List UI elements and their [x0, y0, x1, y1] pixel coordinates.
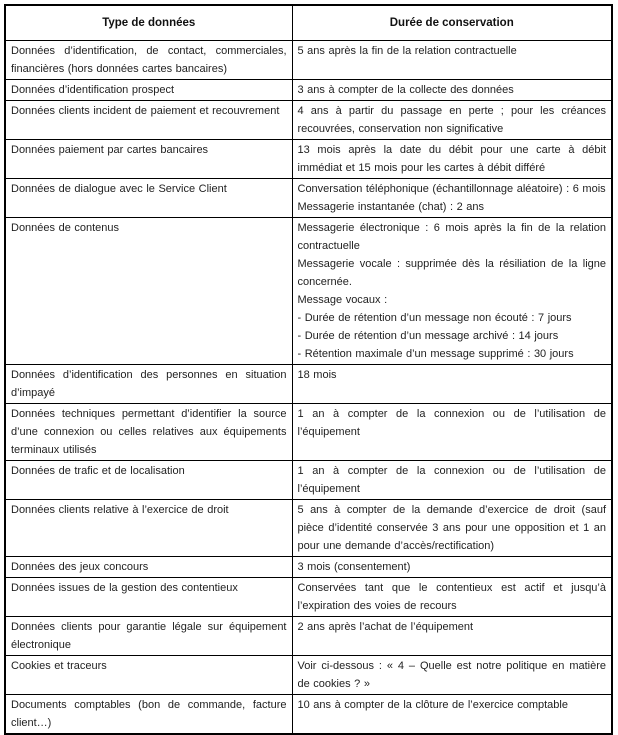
table-row: [5, 461, 612, 500]
cell-paragraph: Données d’identification, de contact, commerciales, financières (hors données cartes bancaires): [11, 45, 287, 75]
duration-cell: [292, 80, 612, 101]
duration-cell: [292, 41, 612, 80]
cell-paragraph: Données clients relative à l’exercice de droit: [11, 504, 229, 516]
cell-paragraph: Messagerie instantanée (chat) : 2 ans: [297, 201, 485, 213]
table-row: [5, 218, 612, 365]
cell-paragraph: 4 ans à partir du passage en perte ; pour les créances recouvrées, conservation non significative: [297, 105, 606, 135]
column-header-type: Type de données: [5, 5, 292, 41]
cell-paragraph: 18 mois: [297, 369, 337, 381]
table-row: [5, 500, 612, 557]
cell-paragraph: - Durée de rétention d’un message non écouté : 7 jours: [297, 312, 572, 324]
cell-paragraph: Message vocaux :: [297, 294, 388, 306]
table-row: [5, 41, 612, 80]
cell-paragraph: Données des jeux concours: [11, 561, 149, 573]
cell-paragraph: Messagerie électronique : 6 mois après la fin de la relation contractuelle: [297, 222, 606, 252]
cell-paragraph: - Durée de rétention d’un message archivé : 14 jours: [297, 330, 559, 342]
cell-paragraph: 1 an à compter de la connexion ou de l’utilisation de l’équipement: [297, 465, 606, 495]
type-cell: [5, 101, 292, 140]
type-cell: [5, 140, 292, 179]
type-cell: [5, 500, 292, 557]
column-header-duration: Durée de conservation: [292, 5, 612, 41]
table-row: [5, 179, 612, 218]
duration-cell: [292, 218, 612, 365]
type-cell: [5, 365, 292, 404]
table-row: [5, 656, 612, 695]
cell-paragraph: 3 ans à compter de la collecte des données: [297, 84, 514, 96]
cell-paragraph: 1 an à compter de la connexion ou de l’utilisation de l’équipement: [297, 408, 606, 438]
cell-paragraph: Données d’identification prospect: [11, 84, 175, 96]
cell-paragraph: 5 ans après la fin de la relation contractuelle: [297, 45, 517, 57]
duration-cell: [292, 404, 612, 461]
duration-cell: [292, 101, 612, 140]
table-row: [5, 140, 612, 179]
cell-paragraph: Données clients incident de paiement et recouvrement: [11, 105, 280, 117]
duration-cell: [292, 695, 612, 735]
cell-paragraph: Messagerie vocale : supprimée dès la résiliation de la ligne concernée.: [297, 258, 606, 288]
duration-cell: [292, 365, 612, 404]
cell-paragraph: Données techniques permettant d’identifier la source d’une connexion ou celles relatives aux équipements terminaux utilisés: [11, 408, 287, 456]
cell-paragraph: Cookies et traceurs: [11, 660, 107, 672]
type-cell: [5, 656, 292, 695]
cell-paragraph: 3 mois (consentement): [297, 561, 411, 573]
type-cell: [5, 578, 292, 617]
type-cell: [5, 404, 292, 461]
cell-paragraph: 2 ans après l’achat de l’équipement: [297, 621, 474, 633]
retention-table: [4, 4, 613, 735]
duration-cell: [292, 500, 612, 557]
table-body: [5, 41, 612, 735]
duration-cell: [292, 461, 612, 500]
cell-paragraph: Conservées tant que le contentieux est actif et jusqu’à l’expiration des voies de recours: [297, 582, 606, 612]
type-cell: [5, 617, 292, 656]
duration-cell: [292, 179, 612, 218]
duration-cell: [292, 617, 612, 656]
type-cell: [5, 461, 292, 500]
type-cell: [5, 179, 292, 218]
type-cell: [5, 695, 292, 735]
type-cell: [5, 218, 292, 365]
table-row: [5, 557, 612, 578]
cell-paragraph: Données clients pour garantie légale sur équipement électronique: [11, 621, 287, 651]
cell-paragraph: Données de dialogue avec le Service Client: [11, 183, 227, 195]
table-header: [5, 5, 612, 41]
table-row: [5, 101, 612, 140]
table-row: [5, 80, 612, 101]
table-row: [5, 365, 612, 404]
cell-paragraph: Conversation téléphonique (échantillonnage aléatoire) : 6 mois: [297, 183, 606, 195]
cell-paragraph: Données d’identification des personnes en situation d’impayé: [11, 369, 287, 399]
cell-paragraph: Documents comptables (bon de commande, facture client…): [11, 699, 287, 729]
table-row: [5, 617, 612, 656]
duration-cell: [292, 140, 612, 179]
header-row: [5, 5, 612, 41]
type-cell: [5, 557, 292, 578]
table-row: [5, 695, 612, 735]
cell-paragraph: Données paiement par cartes bancaires: [11, 144, 209, 156]
type-cell: [5, 80, 292, 101]
duration-cell: [292, 656, 612, 695]
type-cell: [5, 41, 292, 80]
cell-paragraph: Voir ci-dessous : « 4 – Quelle est notre politique en matière de cookies ? »: [297, 660, 606, 690]
cell-paragraph: - Rétention maximale d’un message supprimé : 30 jours: [297, 348, 574, 360]
cell-paragraph: 13 mois après la date du débit pour une carte à débit immédiat et 15 mois pour les cartes à débit différé: [297, 144, 606, 174]
cell-paragraph: 10 ans à compter de la clôture de l’exercice comptable: [297, 699, 568, 711]
cell-paragraph: 5 ans à compter de la demande d’exercice de droit (sauf pièce d’identité conservée 3 ans pour une opposition et 1 an pour une demande d’accès/rectification): [297, 504, 606, 552]
table-row: [5, 578, 612, 617]
cell-paragraph: Données de contenus: [11, 222, 120, 234]
duration-cell: [292, 578, 612, 617]
cell-paragraph: Données de trafic et de localisation: [11, 465, 185, 477]
cell-paragraph: Données issues de la gestion des contentieux: [11, 582, 238, 594]
table-row: [5, 404, 612, 461]
duration-cell: [292, 557, 612, 578]
